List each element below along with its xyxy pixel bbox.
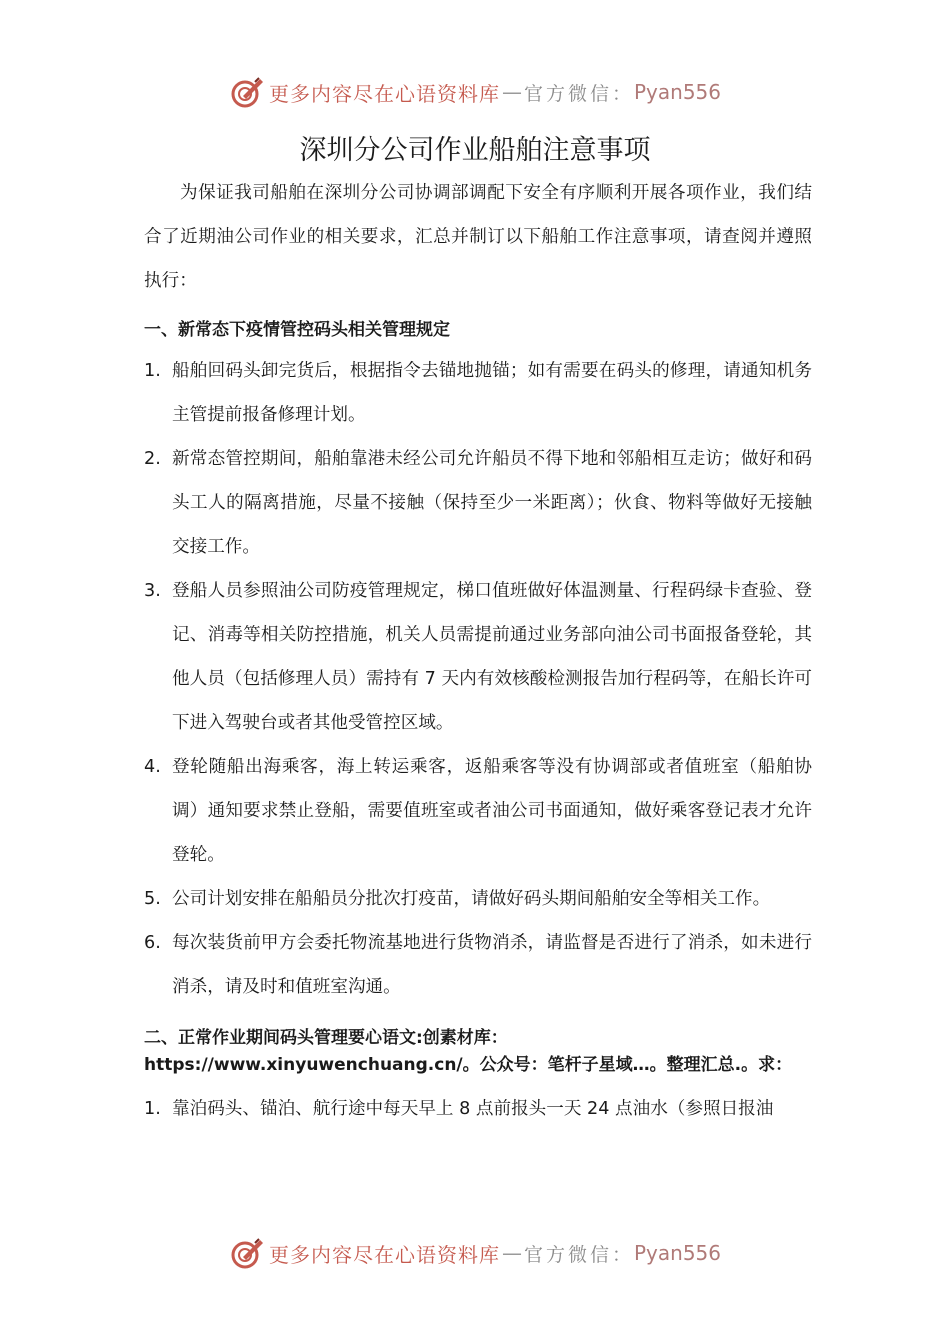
page-title: 深圳分公司作业船舶注意事项 bbox=[299, 135, 651, 166]
banner-label: 官方微信： bbox=[523, 82, 634, 105]
banner-text: 更多内容尽在心语资料库 bbox=[268, 81, 500, 106]
banner-text: 更多内容尽在心语资料库 bbox=[268, 1242, 500, 1267]
banner-content bbox=[229, 74, 721, 110]
item-number: 4. bbox=[144, 757, 161, 777]
pen-logo-icon bbox=[229, 1235, 265, 1271]
header-banner bbox=[0, 72, 950, 112]
list-item bbox=[144, 437, 812, 569]
list-item bbox=[144, 921, 812, 1009]
banner-content bbox=[229, 1235, 721, 1271]
item-text: 公司计划安排在船船员分批次打疫苗，请做好码头期间船舶安全等相关工作。 bbox=[172, 889, 771, 909]
item-number: 1. bbox=[144, 361, 161, 381]
section1-heading: 一、新常态下疫情管控码头相关管理规定 bbox=[144, 320, 450, 340]
banner-wechat-id: Pyan556 bbox=[634, 80, 722, 104]
list-item bbox=[144, 569, 812, 745]
item-number: 2. bbox=[144, 449, 161, 469]
item-text: 船舶回码头卸完货后，根据指令去锚地抛锚；如有需要在码头的修理，请通知机务主管提前报备修理计划。 bbox=[172, 361, 812, 425]
list-item bbox=[144, 745, 812, 877]
item-number: 5. bbox=[144, 889, 161, 909]
banner-dash: — bbox=[501, 1241, 522, 1265]
item-text: 登船人员参照油公司防疫管理规定，梯口值班做好体温测量、行程码绿卡查验、登记、消毒等相关防控措施，机关人员需提前通过业务部向油公司书面报备登轮，其他人员（包括修理人员）需持有 7 天内有效核酸检测报告加行程码等，在船长许可下进入驾驶台或者其他受管控区域。 bbox=[172, 581, 812, 733]
banner-dash: — bbox=[501, 80, 522, 104]
banner-label: 官方微信： bbox=[523, 1243, 634, 1266]
list-item bbox=[144, 349, 812, 437]
footer-banner bbox=[0, 1233, 950, 1273]
pen-logo-icon bbox=[229, 74, 265, 110]
item-text: 靠泊码头、锚泊、航行途中每天早上 8 点前报头一天 24 点油水（参照日报油 bbox=[172, 1099, 774, 1119]
item-text: 登轮随船出海乘客，海上转运乘客，返船乘客等没有协调部或者值班室（船舶协调）通知要求禁止登船，需要值班室或者油公司书面通知，做好乘客登记表才允许登轮。 bbox=[172, 757, 812, 865]
item-number: 3. bbox=[144, 581, 161, 601]
item-text: 新常态管控期间，船舶靠港未经公司允许船员不得下地和邻船相互走访；做好和码头工人的隔离措施，尽量不接触（保持至少一米距离）；伙食、物料等做好无接触交接工作。 bbox=[172, 449, 812, 557]
item-number: 1. bbox=[144, 1099, 161, 1119]
section2-heading: 二、正常作业期间码头管理要心语文:创素材库：https://www.xinyuwenchuang.cn/。公众号：笔杆子星域…。整理汇总.。求： bbox=[144, 1028, 793, 1075]
item-text: 每次装货前甲方会委托物流基地进行货物消杀，请监督是否进行了消杀，如未进行消杀，请及时和值班室沟通。 bbox=[172, 933, 812, 997]
item-number: 6. bbox=[144, 933, 161, 953]
intro-paragraph: 为保证我司船舶在深圳分公司协调部调配下安全有序顺利开展各项作业，我们结合了近期油公司作业的相关要求，汇总并制订以下船舶工作注意事项，请查阅并遵照执行： bbox=[144, 183, 812, 291]
document-body bbox=[144, 171, 812, 1131]
banner-wechat-id: Pyan556 bbox=[634, 1241, 722, 1265]
list-item bbox=[144, 877, 812, 921]
list-item bbox=[144, 1087, 812, 1131]
